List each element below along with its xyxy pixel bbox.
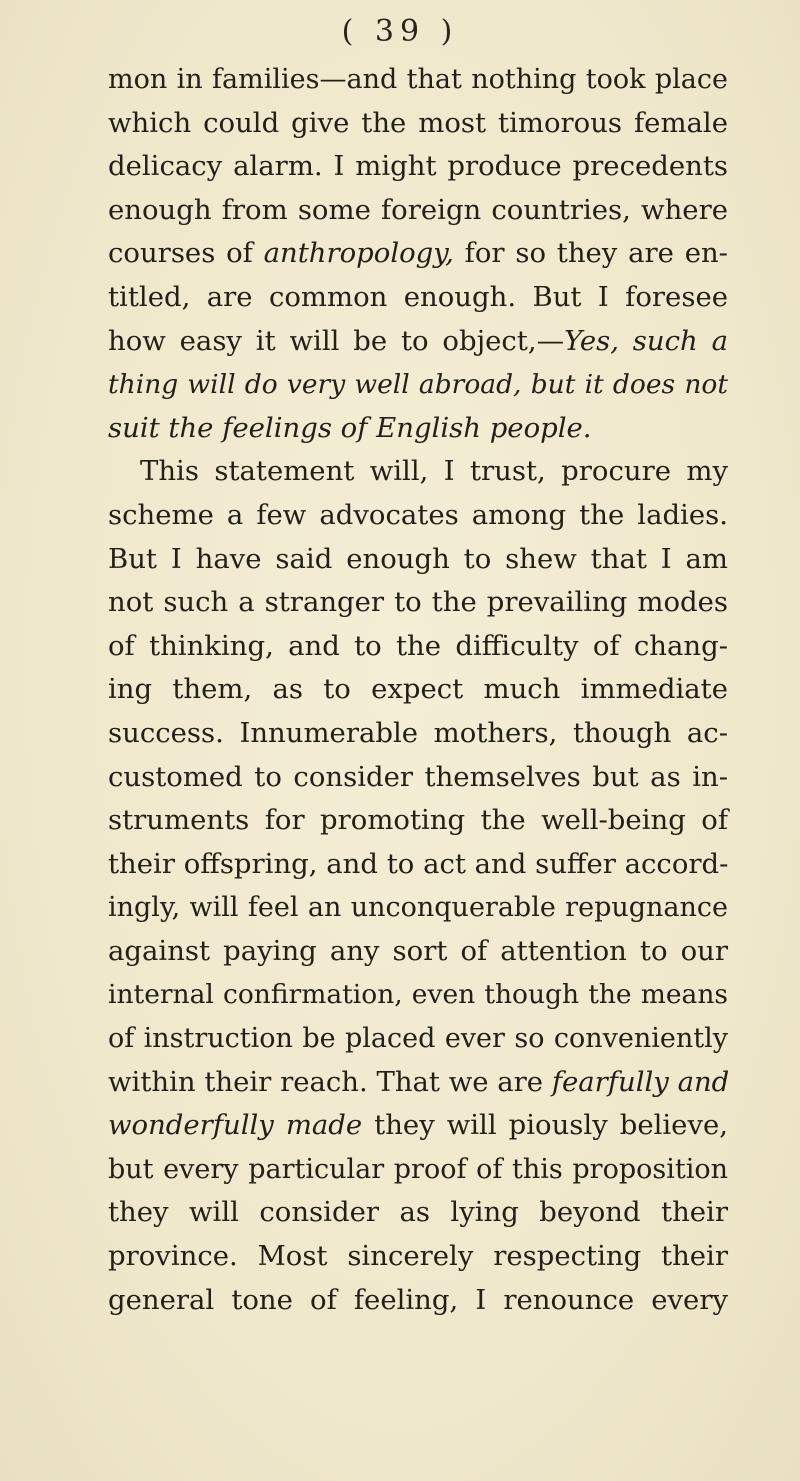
text-line: enough from some foreign countries, where bbox=[108, 193, 728, 226]
italic-run: Yes, such a bbox=[564, 324, 728, 357]
text-line: mon in families—and that nothing took place bbox=[108, 64, 728, 95]
text-line: customed to consider themselves but as in- bbox=[108, 760, 728, 793]
text-line: which could give the most timorous female bbox=[108, 106, 728, 139]
text-line: of instruction be placed ever so conveniently bbox=[108, 1023, 728, 1055]
italic-run: anthropology, bbox=[263, 237, 454, 270]
text-run: how easy it will be to object,— bbox=[108, 324, 565, 357]
text-line: but every particular proof of this proposition bbox=[108, 1153, 728, 1185]
text-line: province. Most sincerely respecting their bbox=[108, 1240, 728, 1273]
text-line: of thinking, and to the difficulty of chang- bbox=[108, 629, 728, 662]
text-line: struments for promoting the well-being of bbox=[108, 804, 728, 837]
text-line: their offspring, and to act and suffer accord- bbox=[108, 847, 729, 880]
text-line: delicacy alarm. I might produce precedents bbox=[108, 150, 728, 183]
italic-run: suit the feelings of English people. bbox=[108, 411, 592, 444]
text-line: ing them, as to expect much immediate bbox=[108, 673, 728, 706]
text-line bbox=[108, 232, 728, 276]
text-run: for so they are en- bbox=[453, 237, 728, 270]
text-line bbox=[108, 1104, 728, 1148]
text-line: This statement will, I trust, procure my bbox=[140, 455, 728, 488]
text-line: they will consider as lying beyond their bbox=[108, 1196, 728, 1229]
text-line: titled, are common enough. But I foresee bbox=[108, 280, 728, 313]
text-line bbox=[108, 407, 728, 451]
text-line bbox=[108, 320, 728, 364]
text-line: ingly, will feel an unconquerable repugnance bbox=[108, 892, 728, 924]
text-line: not such a stranger to the prevailing modes bbox=[108, 586, 728, 619]
italic-run: fearfully and bbox=[551, 1065, 730, 1098]
text-line: success. Innumerable mothers, though ac- bbox=[108, 716, 728, 749]
text-run: within their reach. That we are bbox=[108, 1065, 552, 1098]
text-run: courses of bbox=[108, 237, 264, 270]
italic-run: thing will do very well abroad, but it does not bbox=[108, 369, 728, 401]
text-line: general tone of feeling, I renounce every bbox=[108, 1283, 728, 1316]
text-line bbox=[108, 1061, 728, 1105]
italic-run: wonderfully made bbox=[108, 1109, 363, 1142]
text-line: against paying any sort of attention to our bbox=[108, 934, 728, 967]
text-line bbox=[108, 363, 728, 407]
body-text bbox=[108, 58, 728, 1322]
text-line: But I have said enough to shew that I am bbox=[108, 542, 728, 575]
page-number: ( 39 ) bbox=[341, 14, 459, 49]
text-line: scheme a few advocates among the ladies. bbox=[108, 498, 728, 531]
text-run: they will piously believe, bbox=[362, 1109, 729, 1142]
text-line: internal confirmation, even though the means bbox=[108, 979, 728, 1011]
